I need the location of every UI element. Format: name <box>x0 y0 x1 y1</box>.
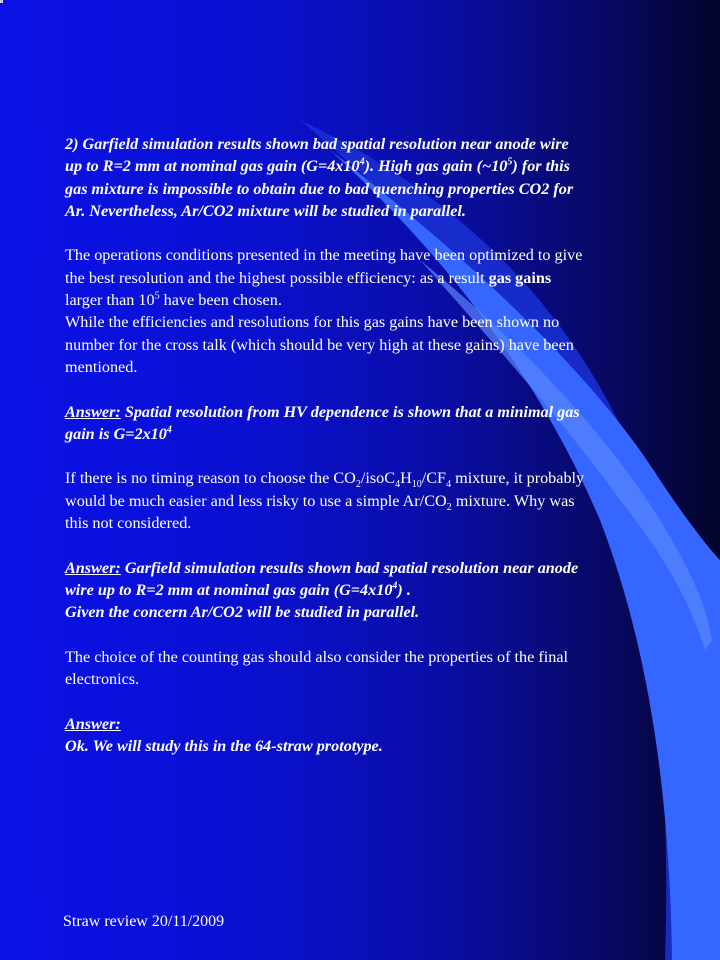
text-line: ) for this <box>512 157 570 176</box>
superscript: 4 <box>359 156 365 168</box>
text-line: The operations conditions presented in the meeting have been optimized to give <box>65 246 583 265</box>
answer-garfield-simulation <box>65 557 680 624</box>
text-line: Given the concern Ar/CO2 will be studied in parallel. <box>65 603 420 622</box>
text-line: H <box>400 469 412 488</box>
text-line: Garfield simulation results shown bad spatial resolution near anode <box>120 558 579 577</box>
text-line: /isoC <box>360 469 396 488</box>
paragraph-gas-mixture-question <box>65 467 680 534</box>
answer-label: Answer: <box>65 714 121 733</box>
slide-body <box>65 133 680 757</box>
text-line: mixture, it probably <box>451 469 585 488</box>
text-line: larger than 10 <box>65 291 155 310</box>
superscript: 4 <box>166 424 172 436</box>
text-line: If there is no timing reason to choose the CO <box>65 469 356 488</box>
subscript: 4 <box>395 479 401 491</box>
answer-prototype <box>65 713 680 758</box>
text-line: Spatial resolution from HV dependence is shown that a minimal gas <box>120 402 580 421</box>
paragraph-counting-gas <box>65 646 680 691</box>
text-line: ) . <box>397 580 411 599</box>
subscript: 2 <box>446 501 452 513</box>
paragraph-garfield-simulation <box>65 133 680 222</box>
answer-spatial-resolution <box>65 401 680 446</box>
superscript: 5 <box>154 290 160 302</box>
text-line: the best resolution and the highest possible efficiency: as a result <box>65 268 489 287</box>
text-line: Ar. Nevertheless, Ar/CO2 mixture will be studied in parallel. <box>65 201 466 220</box>
text-line: wire up to R=2 mm at nominal gas gain (G=4x10 <box>65 580 393 599</box>
text-line: up to R=2 mm at nominal gas gain (G=4x10 <box>65 157 360 176</box>
bold-text: gas gains <box>488 268 552 287</box>
text-line: While the efficiencies and resolutions for this gas gains have been shown no <box>65 313 560 332</box>
subscript: 2 <box>355 479 361 491</box>
text-line: electronics. <box>65 670 140 689</box>
slide-footer: Straw review 20/11/2009 <box>63 913 225 930</box>
text-line: gain is G=2x10 <box>65 424 167 443</box>
answer-label: Answer: <box>65 402 121 421</box>
superscript: 4 <box>392 580 398 592</box>
paragraph-operating-conditions <box>65 244 680 378</box>
text-line: this not considered. <box>65 514 192 533</box>
text-line: Ok. We will study this in the 64-straw prototype. <box>65 737 383 756</box>
text-line: number for the cross talk (which should be very high at these gains) have been <box>65 335 574 354</box>
answer-label: Answer: <box>65 558 121 577</box>
subscript: 4 <box>446 479 452 491</box>
text-line: The choice of the counting gas should also consider the properties of the final <box>65 647 569 666</box>
corner-mark <box>0 0 3 3</box>
subscript: 10 <box>411 479 422 491</box>
text-line: mentioned. <box>65 357 138 376</box>
text-line: gas mixture is impossible to obtain due to bad quenching properties CO2 for <box>65 179 574 198</box>
text-line: 2) Garfield simulation results shown bad spatial resolution near anode wire <box>65 135 569 153</box>
superscript: 5 <box>507 156 513 168</box>
text-line: ). High gas gain (~10 <box>364 157 508 176</box>
text-line: have been chosen. <box>159 291 282 310</box>
text-line: mixture. Why was <box>451 491 575 510</box>
text-line: /CF <box>421 469 447 488</box>
text-line: would be much easier and less risky to use a simple Ar/CO <box>65 491 447 510</box>
